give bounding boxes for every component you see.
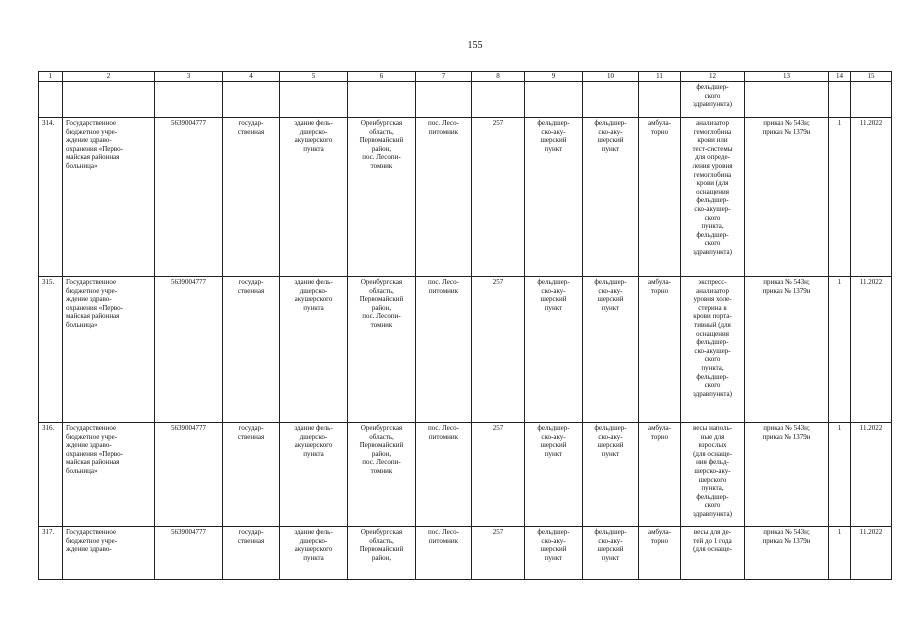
locality-cell: пос. Лесо- питомник — [416, 527, 472, 580]
table-cell — [829, 82, 851, 118]
unit-name-cell: фельдшер- ско-аку- шерский пункт — [583, 118, 639, 277]
quantity-cell: 1 — [829, 277, 851, 423]
care-form-cell: амбула- торно — [639, 423, 681, 527]
table-cell — [416, 82, 472, 118]
column-header: 6 — [348, 72, 416, 82]
equipment-cell: весы наполь- ные для взрослых (для оснаще- ния фельд- шерско-аку- шерского пункта, фельдшер- ского здравпункта) — [681, 423, 745, 527]
locality-cell: пос. Лесо- питомник — [416, 118, 472, 277]
table-cell — [39, 82, 63, 118]
order-cell: приказ № 543н; приказ № 1379н — [745, 277, 829, 423]
column-header: 11 — [639, 72, 681, 82]
column-header: 2 — [63, 72, 155, 82]
unit-name-cell: фельдшер- ско-аку- шерский пункт — [583, 277, 639, 423]
locality-cell: пос. Лесо- питомник — [416, 423, 472, 527]
table-cell — [745, 82, 829, 118]
ownership-cell: государ- ственная — [223, 527, 280, 580]
equipment-cell: весы для де- тей до 1 года (для оснаще- — [681, 527, 745, 580]
page-number: 155 — [467, 40, 483, 51]
order-cell: приказ № 543н; приказ № 1379н — [745, 527, 829, 580]
row-number: 316. — [39, 423, 63, 527]
table-cell — [472, 82, 525, 118]
unit-type-cell: фельдшер- ско-аку- шерский пункт — [525, 277, 583, 423]
unit-type-cell: фельдшер- ско-аку- шерский пункт — [525, 423, 583, 527]
inn-cell: 5639004777 — [155, 527, 223, 580]
column-header: 5 — [280, 72, 348, 82]
column-header: 10 — [583, 72, 639, 82]
date-cell: 11.2022 — [851, 423, 892, 527]
table-cell — [348, 82, 416, 118]
table-cell — [63, 82, 155, 118]
table-row — [39, 118, 892, 277]
ownership-cell: государ- ственная — [223, 423, 280, 527]
population-cell: 257 — [472, 118, 525, 277]
care-form-cell: амбула- торно — [639, 118, 681, 277]
table-cell — [525, 82, 583, 118]
column-header: 1 — [39, 72, 63, 82]
address-cell: Оренбургская область, Первомайский район, — [348, 527, 416, 580]
table-cell: фельдшер- ского здравпункта) — [681, 82, 745, 118]
column-header: 3 — [155, 72, 223, 82]
unit-name-cell: фельдшер- ско-аку- шерский пункт — [583, 527, 639, 580]
date-cell: 11.2022 — [851, 118, 892, 277]
row-number: 315. — [39, 277, 63, 423]
column-number-row — [39, 72, 892, 82]
population-cell: 257 — [472, 423, 525, 527]
table-cell — [280, 82, 348, 118]
building-cell: здание фель- дшерско- акушерского пункта — [280, 118, 348, 277]
equipment-table — [38, 71, 892, 580]
unit-type-cell: фельдшер- ско-аку- шерский пункт — [525, 118, 583, 277]
organization-name: Государственное бюджетное учре- ждение здраво- охранения «Перво- майская районная больница» — [63, 277, 155, 423]
ownership-cell: государ- ственная — [223, 118, 280, 277]
column-header: 8 — [472, 72, 525, 82]
continuation-row — [39, 82, 892, 118]
column-header: 15 — [851, 72, 892, 82]
inn-cell: 5639004777 — [155, 423, 223, 527]
column-header: 9 — [525, 72, 583, 82]
inn-cell: 5639004777 — [155, 118, 223, 277]
building-cell: здание фель- дшерско- акушерского пункта — [280, 277, 348, 423]
table-row — [39, 277, 892, 423]
address-cell: Оренбургская область, Первомайский район, пос. Лесопи- томник — [348, 118, 416, 277]
column-header: 7 — [416, 72, 472, 82]
order-cell: приказ № 543н; приказ № 1379н — [745, 423, 829, 527]
building-cell: здание фель- дшерско- акушерского пункта — [280, 527, 348, 580]
order-cell: приказ № 543н; приказ № 1379н — [745, 118, 829, 277]
care-form-cell: амбула- торно — [639, 527, 681, 580]
care-form-cell: амбула- торно — [639, 277, 681, 423]
table-cell — [155, 82, 223, 118]
table-row — [39, 527, 892, 580]
table-cell — [851, 82, 892, 118]
equipment-cell: экспресс- анализатор уровня холе- стерина в крови порта- тивный (для оснащения фельдшер- ско-акушер- ского пункта, фельдшер- ского здравпункта) — [681, 277, 745, 423]
date-cell: 11.2022 — [851, 527, 892, 580]
organization-name: Государственное бюджетное учре- ждение здраво- — [63, 527, 155, 580]
equipment-cell: анализатор гемоглобина крови или тест-системы для опреде- ления уровня гемоглобина крови (для оснащения фельдшер- ско-акушер- ского пункта, фельдшер- ского здравпункта) — [681, 118, 745, 277]
building-cell: здание фель- дшерско- акушерского пункта — [280, 423, 348, 527]
population-cell: 257 — [472, 527, 525, 580]
row-number: 317. — [39, 527, 63, 580]
column-header: 12 — [681, 72, 745, 82]
unit-name-cell: фельдшер- ско-аку- шерский пункт — [583, 423, 639, 527]
population-cell: 257 — [472, 277, 525, 423]
row-number: 314. — [39, 118, 63, 277]
address-cell: Оренбургская область, Первомайский район, пос. Лесопи- томник — [348, 423, 416, 527]
column-header: 14 — [829, 72, 851, 82]
locality-cell: пос. Лесо- питомник — [416, 277, 472, 423]
quantity-cell: 1 — [829, 118, 851, 277]
unit-type-cell: фельдшер- ско-аку- шерский пункт — [525, 527, 583, 580]
organization-name: Государственное бюджетное учре- ждение здраво- охранения «Перво- майская районная больница» — [63, 118, 155, 277]
organization-name: Государственное бюджетное учре- ждение здраво- охранения «Перво- майская районная больница» — [63, 423, 155, 527]
table-row — [39, 423, 892, 527]
column-header: 4 — [223, 72, 280, 82]
table-cell — [639, 82, 681, 118]
quantity-cell: 1 — [829, 423, 851, 527]
date-cell: 11.2022 — [851, 277, 892, 423]
column-header: 13 — [745, 72, 829, 82]
ownership-cell: государ- ственная — [223, 277, 280, 423]
inn-cell: 5639004777 — [155, 277, 223, 423]
quantity-cell: 1 — [829, 527, 851, 580]
address-cell: Оренбургская область, Первомайский район, пос. Лесопи- томник — [348, 277, 416, 423]
table-cell — [223, 82, 280, 118]
table-cell — [583, 82, 639, 118]
